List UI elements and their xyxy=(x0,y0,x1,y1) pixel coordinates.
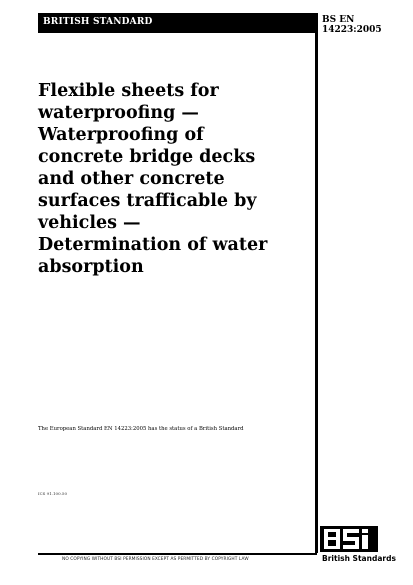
title-line: waterproofing — xyxy=(38,103,199,123)
title-line: absorption xyxy=(38,257,144,277)
status-note: The European Standard EN 14223:2005 has the status of a British Standard xyxy=(38,426,244,432)
standard-number xyxy=(322,15,382,35)
vertical-divider xyxy=(315,13,318,553)
publisher-label: BRITISH STANDARD xyxy=(43,17,153,27)
title-line: vehicles — xyxy=(38,213,141,233)
bsi-logo-icon xyxy=(318,524,380,570)
standard-number-line2: 14223:2005 xyxy=(322,25,382,35)
title-line: Waterproofing of xyxy=(38,125,204,145)
title-line: and other concrete xyxy=(38,169,225,189)
standard-number-line1: BS EN xyxy=(322,15,355,25)
bsi-logo-caption: British Standards xyxy=(322,554,396,563)
footer-rule xyxy=(38,553,317,555)
title-line: Flexible sheets for xyxy=(38,81,219,101)
copyright-notice: NO COPYING WITHOUT BSI PERMISSION EXCEPT AS PERMITTED BY COPYRIGHT LAW xyxy=(62,557,249,562)
title-line: surfaces trafficable by xyxy=(38,191,257,211)
title-line: Determination of water xyxy=(38,235,268,255)
ics-code: ICS 91.100.50 xyxy=(38,491,68,496)
title-line: concrete bridge decks xyxy=(38,147,256,167)
document-title xyxy=(38,80,313,278)
